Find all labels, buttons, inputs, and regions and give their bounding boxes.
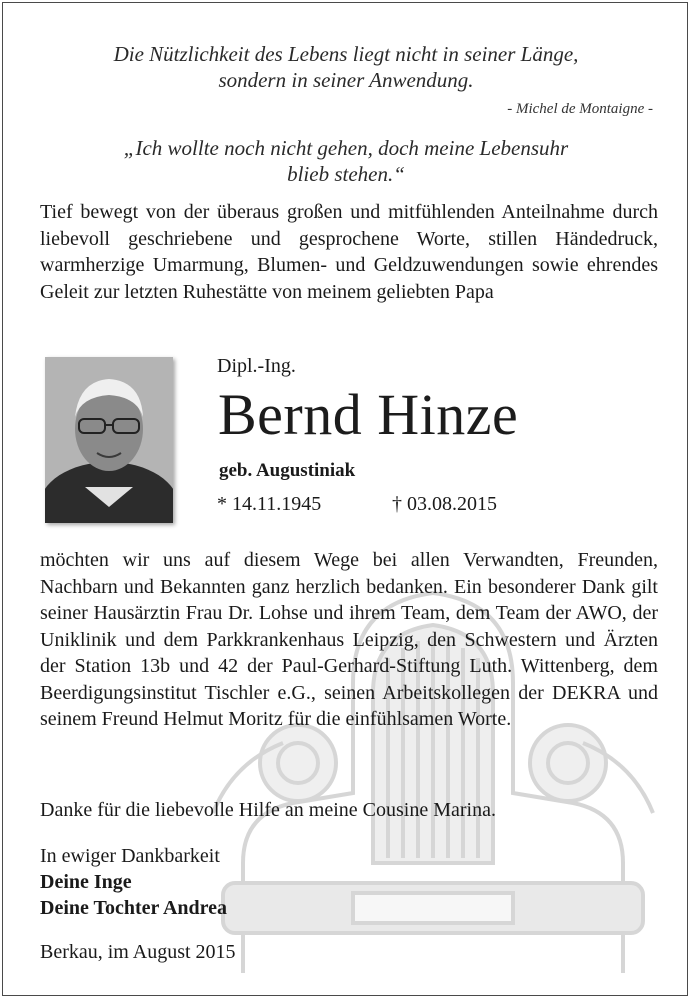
life-dates: [217, 493, 497, 516]
signature-name-1: Deine Inge: [40, 871, 132, 893]
thanks-paragraph: möchten wir uns auf diesem Wege bei allen Verwandten, Freunden, Nachbarn und Bekannten ganz herzlich bedanken. Ein besonderer Dank gilt seiner Hausärztin Frau Dr. Lohse und ihrem Team, dem Team der AWO, der Uniklinik und dem Parkkrankenhaus Leipzig, den Schwestern und Ärzten der Station 13b und 42 der Paul-Gerhard-Stiftung Luth. Wittenberg, dem Beerdigungsinstitut Tischler e.G., seinen Arbeitskollegen der DEKRA und seinem Freund Helmut Moritz für die einfühlsamen Worte.: [40, 549, 658, 730]
death-date: † 03.08.2015: [392, 493, 497, 515]
portrait-photo: [45, 357, 173, 523]
academic-title: Dipl.-Ing.: [217, 355, 296, 377]
motto-quote: [23, 41, 669, 93]
deceased-name: Bernd Hinze: [218, 382, 519, 447]
intro-paragraph: Tief bewegt von der überaus großen und mitfühlenden Anteilnahme durch liebevoll geschriebene und gesprochene Worte, stillen Händedruck, warmherzige Umarmung, Blumen- und Geldzuwendungen sowie ehrendes Geleit zur letzten Ruhestätte von meinem geliebten Papa: [40, 201, 658, 303]
signature-closing: In ewiger Dankbarkeit: [40, 845, 220, 867]
personal-quote: [23, 135, 669, 187]
place-and-date: Berkau, im August 2015: [40, 941, 236, 963]
signature-name-2: Deine Tochter Andrea: [40, 897, 228, 919]
quote-author: - Michel de Montaigne -: [507, 101, 653, 117]
obituary-notice: [2, 2, 688, 996]
personal-quote-line-1: „Ich wollte noch nicht gehen, doch meine Lebensuhr: [123, 136, 569, 160]
birth-name: geb. Augustiniak: [219, 460, 356, 481]
birth-date: * 14.11.1945: [217, 493, 322, 515]
personal-quote-line-2: blieb stehen.“: [287, 162, 405, 186]
thanks-cousine-line: Danke für die liebevolle Hilfe an meine Cousine Marina.: [40, 799, 496, 821]
motto-quote-line-2: sondern in seiner Anwendung.: [218, 68, 474, 92]
motto-quote-line-1: Die Nützlichkeit des Lebens liegt nicht in seiner Länge,: [113, 42, 579, 66]
